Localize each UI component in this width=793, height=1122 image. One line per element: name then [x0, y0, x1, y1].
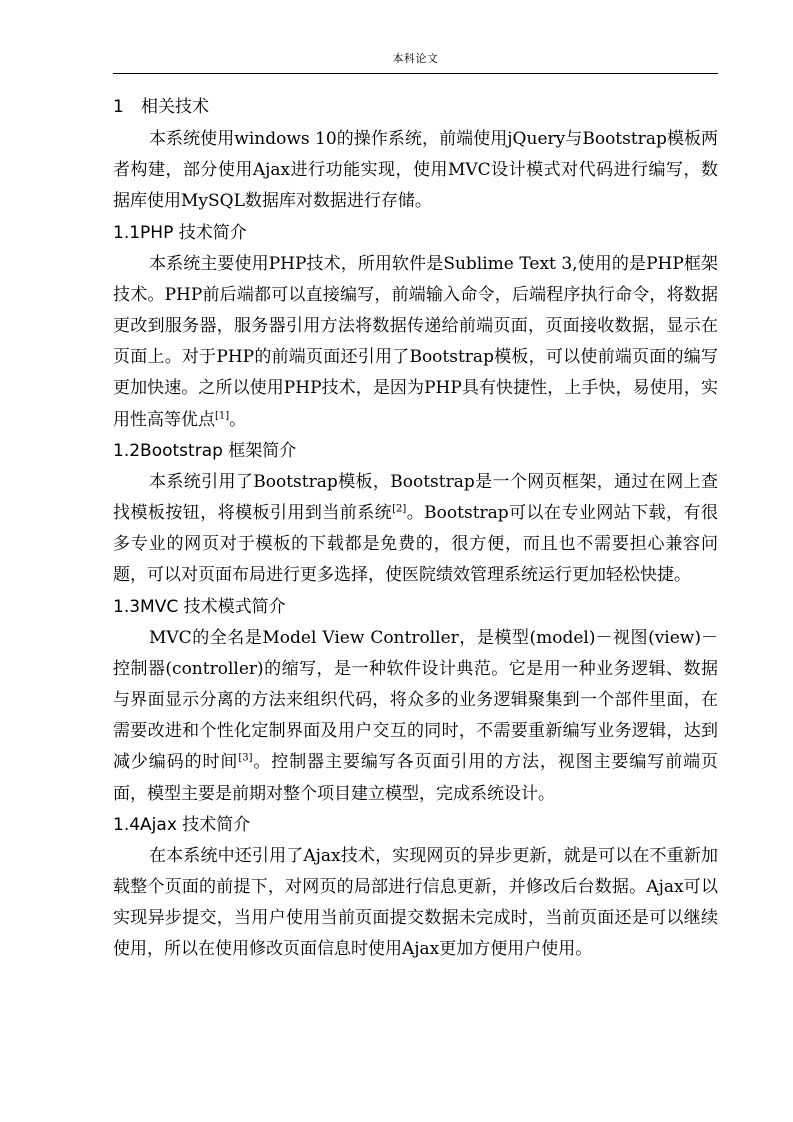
section-paragraph-1-2: [113, 467, 718, 592]
section-heading-1-2: [113, 436, 718, 467]
citation-marker: [2]: [392, 503, 407, 515]
chapter-number: 1: [113, 97, 124, 117]
section-title: Ajax 技术简介: [140, 814, 251, 835]
paragraph-text: 。Bootstrap可以在专业网站下载，有很多专业的网页对于模板的下载都是免费的，很方便，而且也不需要担心兼容问题，可以对页面布局进行更多选择，使医院绩效管理系统运行更加轻松快捷。: [113, 503, 718, 586]
chapter-heading: [113, 92, 718, 123]
section-number: 1.3: [113, 596, 141, 617]
section-number: 1.1: [113, 222, 141, 243]
header-divider: [113, 73, 718, 74]
document-body: [113, 92, 718, 966]
chapter-title: 相关技术: [141, 97, 209, 117]
paragraph-text: 。: [229, 409, 247, 430]
paragraph-text: 本系统引用了Bootstrap模板，Bootstrap是一个网页框架，通过在网上查找模板按钮，将模板引用到当前系统: [113, 471, 718, 524]
section-heading-1-3: [113, 592, 718, 623]
paragraph-text: 本系统主要使用PHP技术，所用软件是Sublime Text 3,使用的是PHP框架技术。PHP前后端都可以直接编写，前端输入命令，后端程序执行命令，将数据更改到服务器，服务器引用方法将数据传递给前端页面，页面接收数据，显示在页面上。对于PHP的前端页面还引用了Bootstrap模板，可以使前端页面的编写更加快速。之所以使用PHP技术，是因为PHP具有快捷性，上手快，易使用，实用性高等优点: [113, 253, 718, 430]
section-title: MVC 技术模式简介: [140, 596, 286, 617]
citation-marker: [1]: [215, 409, 230, 421]
section-paragraph-1-4: [113, 841, 718, 966]
section-paragraph-1-1: [113, 249, 718, 436]
paragraph-text: 。控制器主要编写各页面引用的方法，视图主要编写前端页面，模型主要是前期对整个项目建立模型，完成系统设计。: [113, 752, 718, 804]
section-title: Bootstrap 框架简介: [140, 440, 297, 461]
section-heading-1-1: [113, 218, 718, 249]
section-number: 1.4: [113, 814, 141, 835]
paragraph-text: 在本系统中还引用了Ajax技术，实现网页的异步更新，就是可以在不重新加载整个页面的前提下，对网页的局部进行信息更新，并修改后台数据。Ajax可以实现异步提交，当用户使用当前页面提交数据未完成时，当前页面还是可以继续使用，所以在使用修改页面信息时使用Ajax更加方便用户使用。: [113, 845, 718, 960]
section-number: 1.2: [113, 440, 141, 461]
citation-marker: [3]: [238, 752, 253, 764]
running-header: 本科论文: [392, 52, 439, 65]
section-paragraph-1-3: [113, 623, 718, 810]
section-heading-1-4: [113, 810, 718, 841]
chapter-intro-paragraph: 本系统使用windows 10的操作系统，前端使用jQuery与Bootstrap模板两者构建，部分使用Ajax进行功能实现，使用MVC设计模式对代码进行编写，数据库使用MySQL数据库对数据进行存储。: [113, 129, 718, 212]
paragraph-text: MVC的全名是Model View Controller，是模型(model)－视图(view)－控制器(controller)的缩写，是一种软件设计典范。它是用一种业务逻辑、数据与界面显示分离的方法来组织代码，将众多的业务逻辑聚集到一个部件里面，在需要改进和个性化定制界面及用户交互的同时，不需要重新编写业务逻辑，达到减少编码的时间: [113, 627, 718, 773]
section-title: PHP 技术简介: [140, 222, 247, 243]
